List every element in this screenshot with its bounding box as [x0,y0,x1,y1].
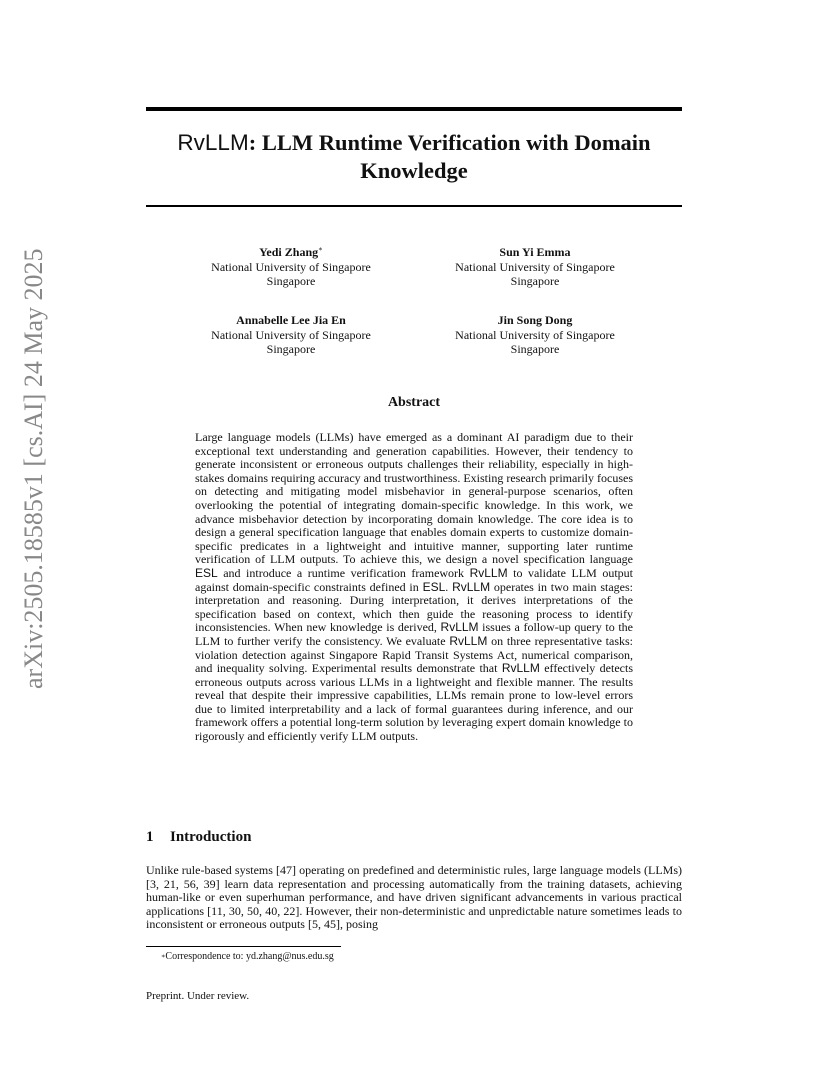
title-top-rule [146,107,682,111]
title-line-1: : LLM Runtime Verification with Domain [248,130,651,155]
footnote-rule [146,946,341,947]
author-footnote-mark: ∗ [318,245,323,253]
footnote [161,950,681,963]
author-block [405,313,665,357]
author-country: Singapore [510,342,560,356]
author-name: Annabelle Lee Jia En [236,313,346,327]
arxiv-identifier: arXiv:2505.18585v1 [cs.AI] 24 May 2025 [19,248,48,689]
abstract-heading: Abstract [387,395,441,410]
footnote-text: Correspondence to: yd.zhang@nus.edu.sg [165,951,334,962]
author-country: Singapore [266,274,316,288]
author-affiliation: National University of Singapore [211,327,371,342]
esl-name: ESL [195,565,218,580]
rvllm-name: RvLLM [501,661,540,676]
author-name: Sun Yi Emma [499,245,571,259]
introduction-paragraph: Unlike rule-based systems [47] operating on predefined and deterministic rules, large language models (LLMs) [3, 21, 56, 39] learn data representation and processing automatically from the training datasets, achieving human-like or even superhuman performance, and have driven significant advancements in various practical applications [11, 30, 50, 40, 22]. However, their non-deterministic and unpredictable nature sometimes leads to inconsistent or erroneous outputs [5, 45], posing [146,863,682,931]
section-heading [146,829,446,846]
author-affiliation: National University of Singapore [211,259,371,274]
title-bottom-rule [146,205,682,207]
author-country: Singapore [266,342,316,356]
footnote-mark: ∗ [161,953,166,960]
section-number: 1 [146,829,154,845]
author-block [161,245,421,289]
system-name: RvLLM [177,130,249,155]
author-block [161,313,421,357]
preprint-notice: Preprint. Under review. [146,990,250,1002]
author-affiliation: National University of Singapore [455,327,615,342]
author-country: Singapore [510,274,560,288]
rvllm-name: RvLLM [440,620,479,635]
paper-title [146,129,682,185]
rvllm-name: RvLLM [449,633,488,648]
author-name: Jin Song Dong [497,313,573,327]
esl-name: ESL [422,579,446,594]
author-name: Yedi Zhang [259,245,319,259]
title-line-2: Knowledge [360,158,468,183]
rvllm-name: RvLLM [452,579,491,594]
author-block [405,245,665,289]
rvllm-name: RvLLM [469,565,508,580]
author-affiliation: National University of Singapore [455,259,615,274]
abstract-body: Large language models (LLMs) have emerged as a dominant AI paradigm due to their exceptional text understanding and generation capabilities. However, their tendency to generate inconsistent or erroneous outputs challenges their reliability, especially in high-stakes domains requiring accuracy and trustworthiness. Existing research primarily focuses on detecting and mitigating model misbehavior in general-purpose scenarios, often overlooking the potential of integrating domain-specific knowledge. In this work, we advance misbehavior detection by incorporating domain knowledge. The core idea is to design a general specification language that enables domain experts to customize domain-specific predicates in a lightweight and intuitive manner, supporting later runtime verification of LLM outputs. To achieve this, we design a novel specification language ESL and introduce a runtime verification framework RvLLM to validate LLM output against domain-specific constraints defined in ESL. RvLLM operates in two main stages: interpretation and reasoning. During interpretation, it derives interpretations of the specification based on context, which then guide the reasoning process to identify inconsistencies. When new knowledge is derived, RvLLM issues a follow-up query to the LLM to further verify the consistency. We evaluate RvLLM on three representative tasks: violation detection against Singapore Rapid Transit Systems Act, numerical comparison, and inequality solving. Experimental results demonstrate that RvLLM effectively detects erroneous outputs across various LLMs in a lightweight and flexible manner. The results reveal that despite their impressive capabilities, LLMs remain prone to low-level errors due to limited interpretability and a lack of formal guarantees during inference, and our framework offers a potential long-term solution by leveraging expert domain knowledge to rigorously and efficiently verify LLM outputs. [195,430,634,744]
section-title: Introduction [170,829,252,845]
